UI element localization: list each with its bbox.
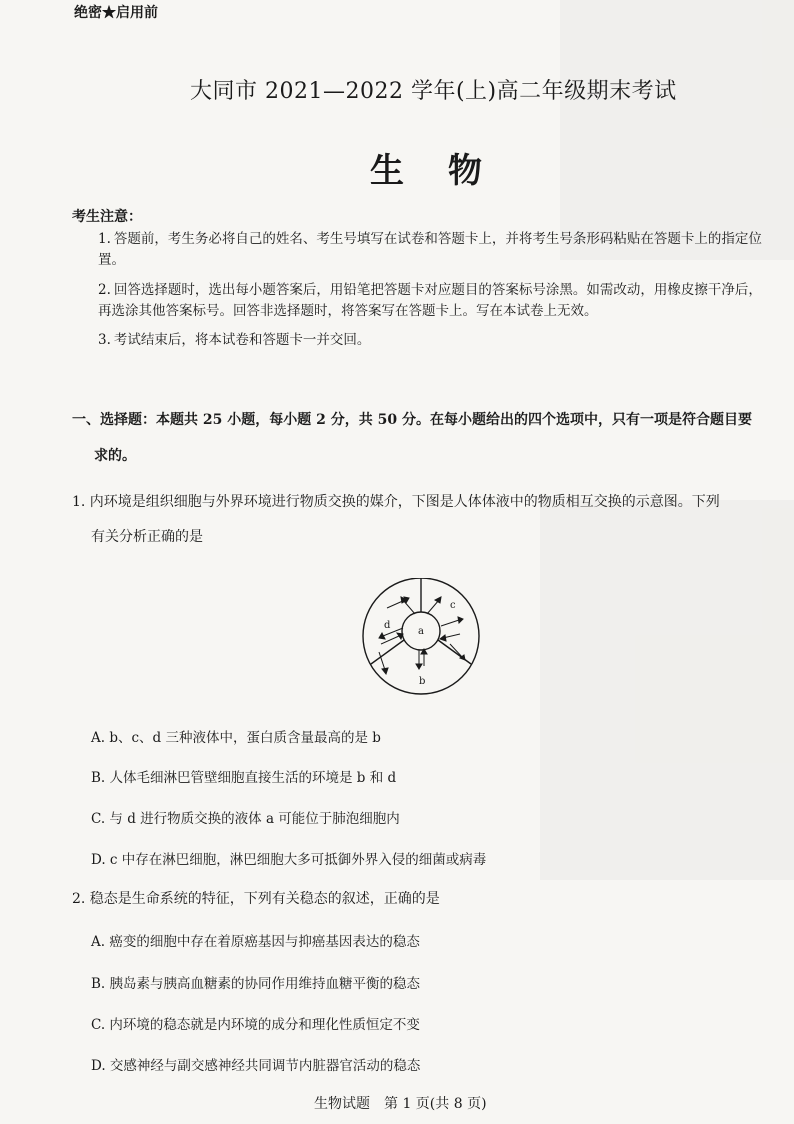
page-footer: 生物试题 第 1 页(共 8 页)	[314, 1096, 487, 1112]
label-c: c	[450, 600, 456, 611]
label-b: b	[419, 676, 426, 687]
exam-title: 大同市 2021—2022 学年(上)高二年级期末考试	[190, 79, 677, 104]
question-2-stem: 2. 稳态是生命系统的特征，下列有关稳态的叙述，正确的是	[72, 891, 440, 907]
label-a: a	[418, 626, 424, 637]
question-2-option-a: A. 癌变的细胞中存在着原癌基因与抑癌基因表达的稳态	[91, 934, 420, 950]
subject-title: 生物	[370, 151, 526, 191]
show-through-shadow	[540, 500, 794, 880]
question-2-option-b: B. 胰岛素与胰高血糖素的协同作用维持血糖平衡的稳态	[91, 976, 421, 992]
notice-item: 3. 考试结束后，将本试卷和答题卡一并交回。	[98, 332, 371, 348]
show-through-shadow	[560, 0, 794, 260]
question-1-option-d: D. c 中存在淋巴细胞，淋巴细胞大多可抵御外界入侵的细菌或病毒	[91, 852, 487, 868]
question-1-option-c: C. 与 d 进行物质交换的液体 a 可能位于肺泡细胞内	[91, 811, 400, 827]
question-1-stem: 1. 内环境是组织细胞与外界环境进行物质交换的媒介，下图是人体体液中的物质相互交换的示意图。下列	[72, 494, 720, 510]
confidential-mark: 绝密★启用前	[74, 5, 158, 21]
notice-heading: 考生注意：	[72, 209, 142, 225]
notice-item: 2. 回答选择题时，选出每小题答案后，用铅笔把答题卡对应题目的答案标号涂黑。如需改动，用橡皮擦干净后，再选涂其他答案标号。回答非选择题时，将答案写在答题卡上。写在本试卷上无效。	[98, 282, 762, 319]
question-2-option-d: D. 交感神经与副交感神经共同调节内脏器官活动的稳态	[91, 1058, 421, 1074]
label-d: d	[384, 620, 391, 631]
question-2-option-c: C. 内环境的稳态就是内环境的成分和理化性质恒定不变	[91, 1017, 420, 1033]
notice-item: 1. 答题前，考生务必将自己的姓名、考生号填写在试卷和答题卡上，并将考生号条形码粘贴在答题卡上的指定位置。	[98, 231, 762, 268]
question-1-option-a: A. b、c、d 三种液体中，蛋白质含量最高的是 b	[91, 730, 381, 746]
question-1-stem-cont: 有关分析正确的是	[91, 529, 203, 545]
section-heading: 一、选择题：本题共 25 小题，每小题 2 分，共 50 分。在每小题给出的四个选项中，只有一项是符合题目要 求的。	[72, 412, 752, 464]
question-1-option-b: B. 人体毛细淋巴管壁细胞直接生活的环境是 b 和 d	[91, 770, 397, 786]
body-fluid-exchange-diagram	[355, 578, 515, 708]
